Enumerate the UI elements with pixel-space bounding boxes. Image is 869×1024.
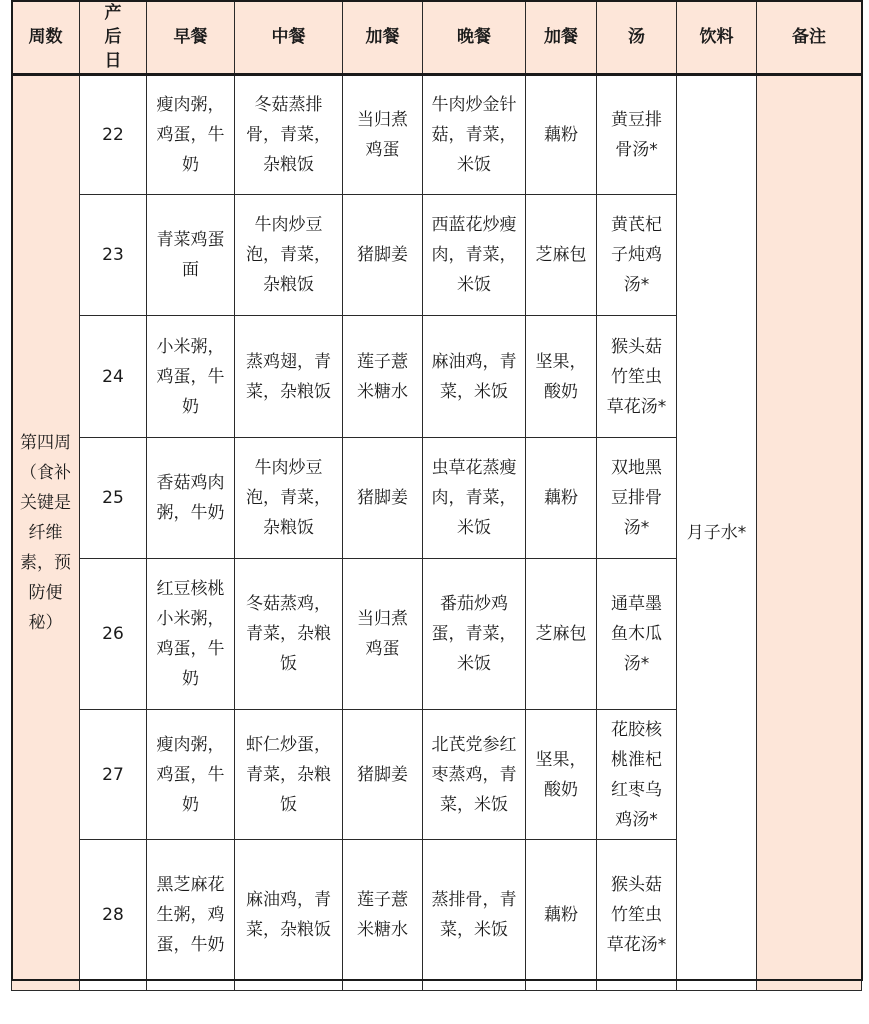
breakfast-cell: 瘦肉粥，鸡蛋，牛奶 <box>147 75 235 195</box>
snack-2-cell: 坚果，酸奶 <box>526 316 597 438</box>
lunch-cell: 牛肉炒豆泡，青菜，杂粮饭 <box>235 195 343 316</box>
dinner-cell: 蒸排骨，青菜，米饭 <box>423 840 526 991</box>
dinner-cell: 番茄炒鸡蛋，青菜，米饭 <box>423 559 526 710</box>
header-breakfast: 早餐 <box>147 1 235 75</box>
note-cell <box>757 75 862 991</box>
day-cell: 26 <box>80 559 147 710</box>
header-week: 周数 <box>12 1 80 75</box>
snack-1-cell: 当归煮鸡蛋 <box>343 75 423 195</box>
week-label-cell: 第四周（食补关键是纤维素，预防便秘） <box>12 75 80 991</box>
snack-2-cell: 藕粉 <box>526 840 597 991</box>
snack-1-cell: 当归煮鸡蛋 <box>343 559 423 710</box>
soup-cell: 双地黑豆排骨汤* <box>597 438 677 559</box>
header-lunch: 中餐 <box>235 1 343 75</box>
header-snack-2: 加餐 <box>526 1 597 75</box>
header-row <box>12 1 862 75</box>
breakfast-cell: 黑芝麻花生粥，鸡蛋，牛奶 <box>147 840 235 991</box>
breakfast-cell: 红豆核桃小米粥，鸡蛋，牛奶 <box>147 559 235 710</box>
snack-1-cell: 莲子薏米糖水 <box>343 316 423 438</box>
drink-cell: 月子水* <box>677 75 757 991</box>
dinner-cell: 西蓝花炒瘦肉，青菜，米饭 <box>423 195 526 316</box>
breakfast-cell: 青菜鸡蛋面 <box>147 195 235 316</box>
header-drink: 饮料 <box>677 1 757 75</box>
snack-2-cell: 芝麻包 <box>526 559 597 710</box>
snack-1-cell: 莲子薏米糖水 <box>343 840 423 991</box>
postpartum-meal-table <box>11 0 862 991</box>
header-soup: 汤 <box>597 1 677 75</box>
lunch-cell: 冬菇蒸排骨，青菜，杂粮饭 <box>235 75 343 195</box>
snack-2-cell: 坚果，酸奶 <box>526 710 597 840</box>
lunch-cell: 冬菇蒸鸡，青菜，杂粮饭 <box>235 559 343 710</box>
table-row <box>12 75 862 195</box>
day-cell: 22 <box>80 75 147 195</box>
snack-2-cell: 芝麻包 <box>526 195 597 316</box>
soup-cell: 黄芪杞子炖鸡汤* <box>597 195 677 316</box>
breakfast-cell: 香菇鸡肉粥，牛奶 <box>147 438 235 559</box>
snack-1-cell: 猪脚姜 <box>343 195 423 316</box>
breakfast-cell: 瘦肉粥，鸡蛋，牛奶 <box>147 710 235 840</box>
lunch-cell: 虾仁炒蛋，青菜，杂粮饭 <box>235 710 343 840</box>
header-day: 产后日 <box>80 1 147 75</box>
day-cell: 25 <box>80 438 147 559</box>
lunch-cell: 麻油鸡，青菜，杂粮饭 <box>235 840 343 991</box>
dinner-cell: 北芪党参红枣蒸鸡，青菜，米饭 <box>423 710 526 840</box>
dinner-cell: 虫草花蒸瘦肉，青菜，米饭 <box>423 438 526 559</box>
header-dinner: 晚餐 <box>423 1 526 75</box>
snack-2-cell: 藕粉 <box>526 75 597 195</box>
soup-cell: 花胶核桃淮杞红枣乌鸡汤* <box>597 710 677 840</box>
soup-cell: 猴头菇竹笙虫草花汤* <box>597 840 677 991</box>
breakfast-cell: 小米粥，鸡蛋，牛奶 <box>147 316 235 438</box>
soup-cell: 黄豆排骨汤* <box>597 75 677 195</box>
lunch-cell: 蒸鸡翅，青菜，杂粮饭 <box>235 316 343 438</box>
dinner-cell: 牛肉炒金针菇，青菜，米饭 <box>423 75 526 195</box>
snack-2-cell: 藕粉 <box>526 438 597 559</box>
dinner-cell: 麻油鸡，青菜，米饭 <box>423 316 526 438</box>
header-note: 备注 <box>757 1 862 75</box>
day-cell: 24 <box>80 316 147 438</box>
soup-cell: 猴头菇竹笙虫草花汤* <box>597 316 677 438</box>
day-cell: 28 <box>80 840 147 991</box>
day-cell: 27 <box>80 710 147 840</box>
soup-cell: 通草墨鱼木瓜汤* <box>597 559 677 710</box>
lunch-cell: 牛肉炒豆泡，青菜，杂粮饭 <box>235 438 343 559</box>
day-cell: 23 <box>80 195 147 316</box>
snack-1-cell: 猪脚姜 <box>343 710 423 840</box>
snack-1-cell: 猪脚姜 <box>343 438 423 559</box>
header-snack-1: 加餐 <box>343 1 423 75</box>
